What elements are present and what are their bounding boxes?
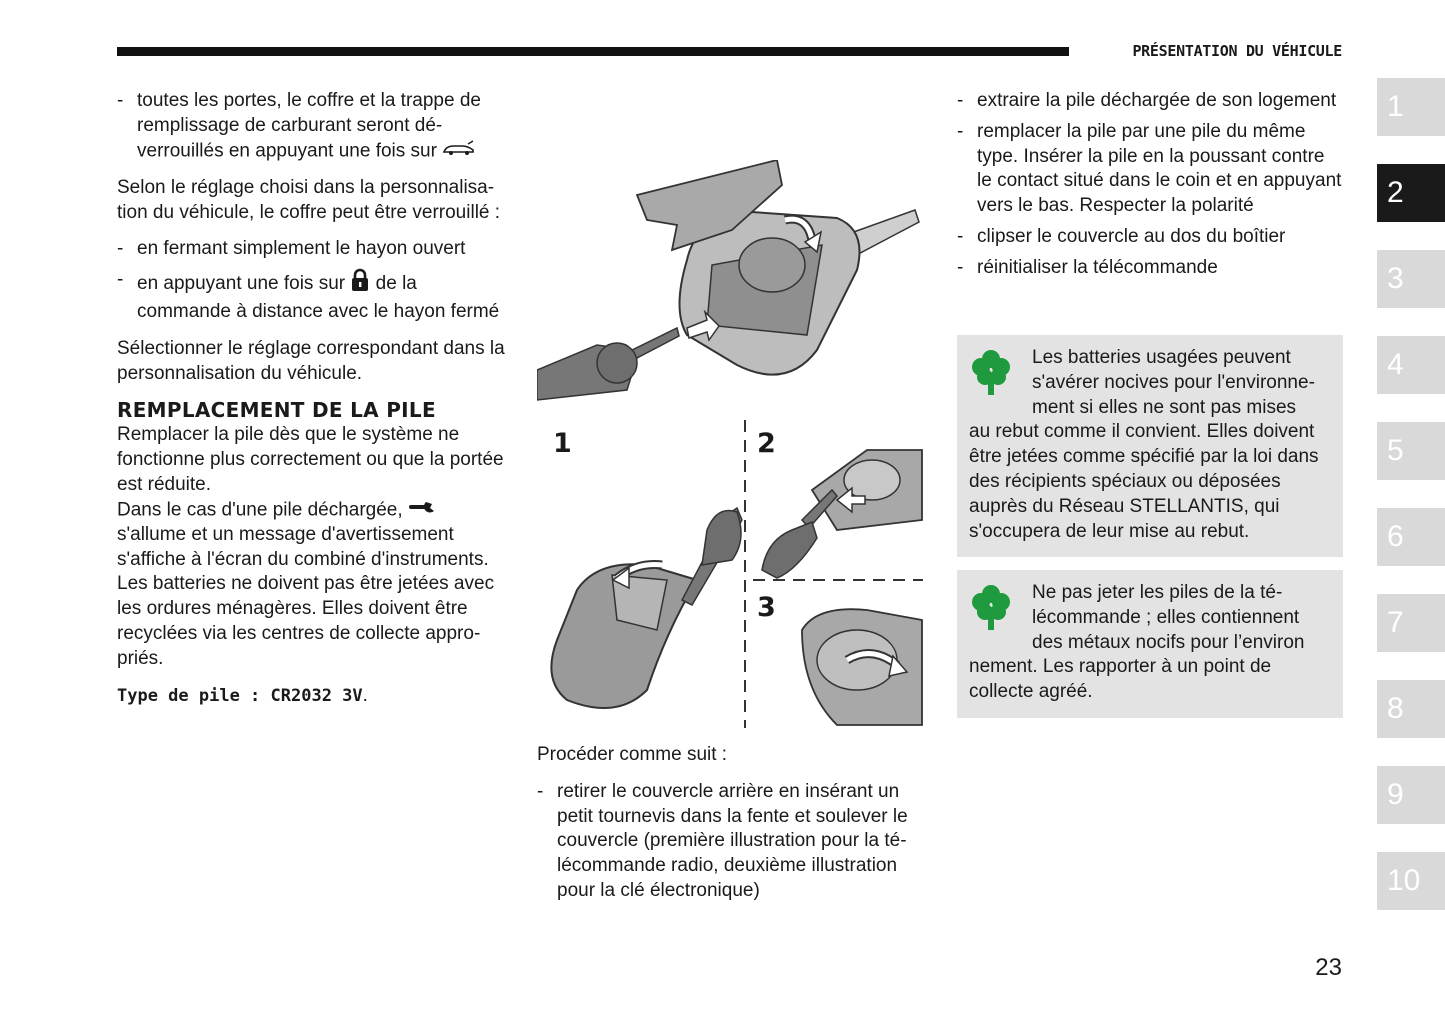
- paragraph: Procéder comme suit :: [537, 744, 728, 765]
- key-battery-illustration: [537, 160, 927, 730]
- column-left: [117, 89, 507, 708]
- figure-label-2: 2: [757, 428, 776, 459]
- list-item: - extraire la pile déchargée de son logement: [957, 89, 1343, 114]
- disposal-note: Ne pas jeter les piles de la télécommande ; elles contiennent des métaux nocifs pour l’environ nement. Les rapporter à un point de collecte agréé.: [957, 570, 1343, 718]
- chapter-tab-8[interactable]: 8: [1377, 680, 1445, 738]
- chapter-tab-4[interactable]: 4: [1377, 336, 1445, 394]
- padlock-icon: [350, 268, 370, 300]
- eco-tree-icon: [971, 349, 1011, 405]
- chapter-tab-1[interactable]: 1: [1377, 78, 1445, 136]
- paragraph: Sélectionner le réglage correspondant dans la personnalisation du véhicule.: [117, 337, 505, 384]
- list-item: - en fermant simplement le hayon ouvert: [117, 237, 507, 262]
- paragraph: Dans le cas d'une pile déchargée, s'allume et un message d'avertissement s'affiche à l'écran du combiné d'instruments.: [117, 499, 489, 570]
- chapter-tab-10[interactable]: 10: [1377, 852, 1445, 910]
- column-right: [957, 89, 1343, 281]
- eco-tree-icon: [971, 584, 1011, 640]
- battery-type: Type de pile : CR2032 3V.: [117, 684, 368, 706]
- chapter-tab-7[interactable]: 7: [1377, 594, 1445, 652]
- list-item: - toutes les portes, le coffre et la trappe de remplissage de carburant seront déverrouillés en appuyant une fois sur: [117, 89, 507, 164]
- list-item: - retirer le couvercle arrière en insérant un petit tournevis dans la fente et soulever le couvercle (première illustration pour la télécommande radio, deuxième illustration pour la clé électronique): [537, 780, 927, 904]
- column-middle: [537, 743, 927, 904]
- car-unlock-icon: [442, 139, 476, 164]
- paragraph: Selon le réglage choisi dans la personnalisation du véhicule, le coffre peut être verrouillé :: [117, 176, 501, 223]
- figure-label-3: 3: [757, 592, 776, 623]
- header-rule: [117, 47, 1069, 56]
- list-item: - réinitialiser la télécommande: [957, 256, 1343, 281]
- list-item: - en appuyant une fois sur de la commande à distance avec le hayon fermé: [117, 268, 507, 325]
- wrench-warning-icon: [408, 498, 438, 523]
- chapter-tab-5[interactable]: 5: [1377, 422, 1445, 480]
- chapter-tab-3[interactable]: 3: [1377, 250, 1445, 308]
- chapter-tab-2[interactable]: 2: [1377, 164, 1445, 222]
- environment-note: Les batteries usagées peuvent s'avérer nocives pour l'environnement si elles ne sont pas mises au rebut comme il convient. Elles doivent être jetées comme spécifié par la loi dans des récipients spéciaux ou déposées auprès du Réseau STELLANTIS, qui s'occupera de leur mise au rebut.: [957, 335, 1343, 557]
- paragraph: Les batteries ne doivent pas être jetées avec les ordures ménagères. Elles doivent être recyclées via les centres de collecte appropriés.: [117, 573, 495, 669]
- list-item: - clipser le couvercle au dos du boîtier: [957, 225, 1343, 250]
- section-heading: REMPLACEMENT DE LA PILE: [117, 398, 436, 423]
- page-number: 23: [1315, 954, 1342, 981]
- paragraph: Remplacer la pile dès que le système ne fonctionne plus correctement ou que la portée est réduite.: [117, 424, 504, 495]
- chapter-tab-9[interactable]: 9: [1377, 766, 1445, 824]
- list-item: - remplacer la pile par une pile du même type. Insérer la pile en la poussant contre le contact situé dans le coin et en appuyant vers le bas. Respecter la polarité: [957, 120, 1343, 219]
- chapter-tab-6[interactable]: 6: [1377, 508, 1445, 566]
- section-title: PRÉSENTATION DU VÉHICULE: [1132, 42, 1342, 60]
- figure-label-1: 1: [553, 428, 572, 459]
